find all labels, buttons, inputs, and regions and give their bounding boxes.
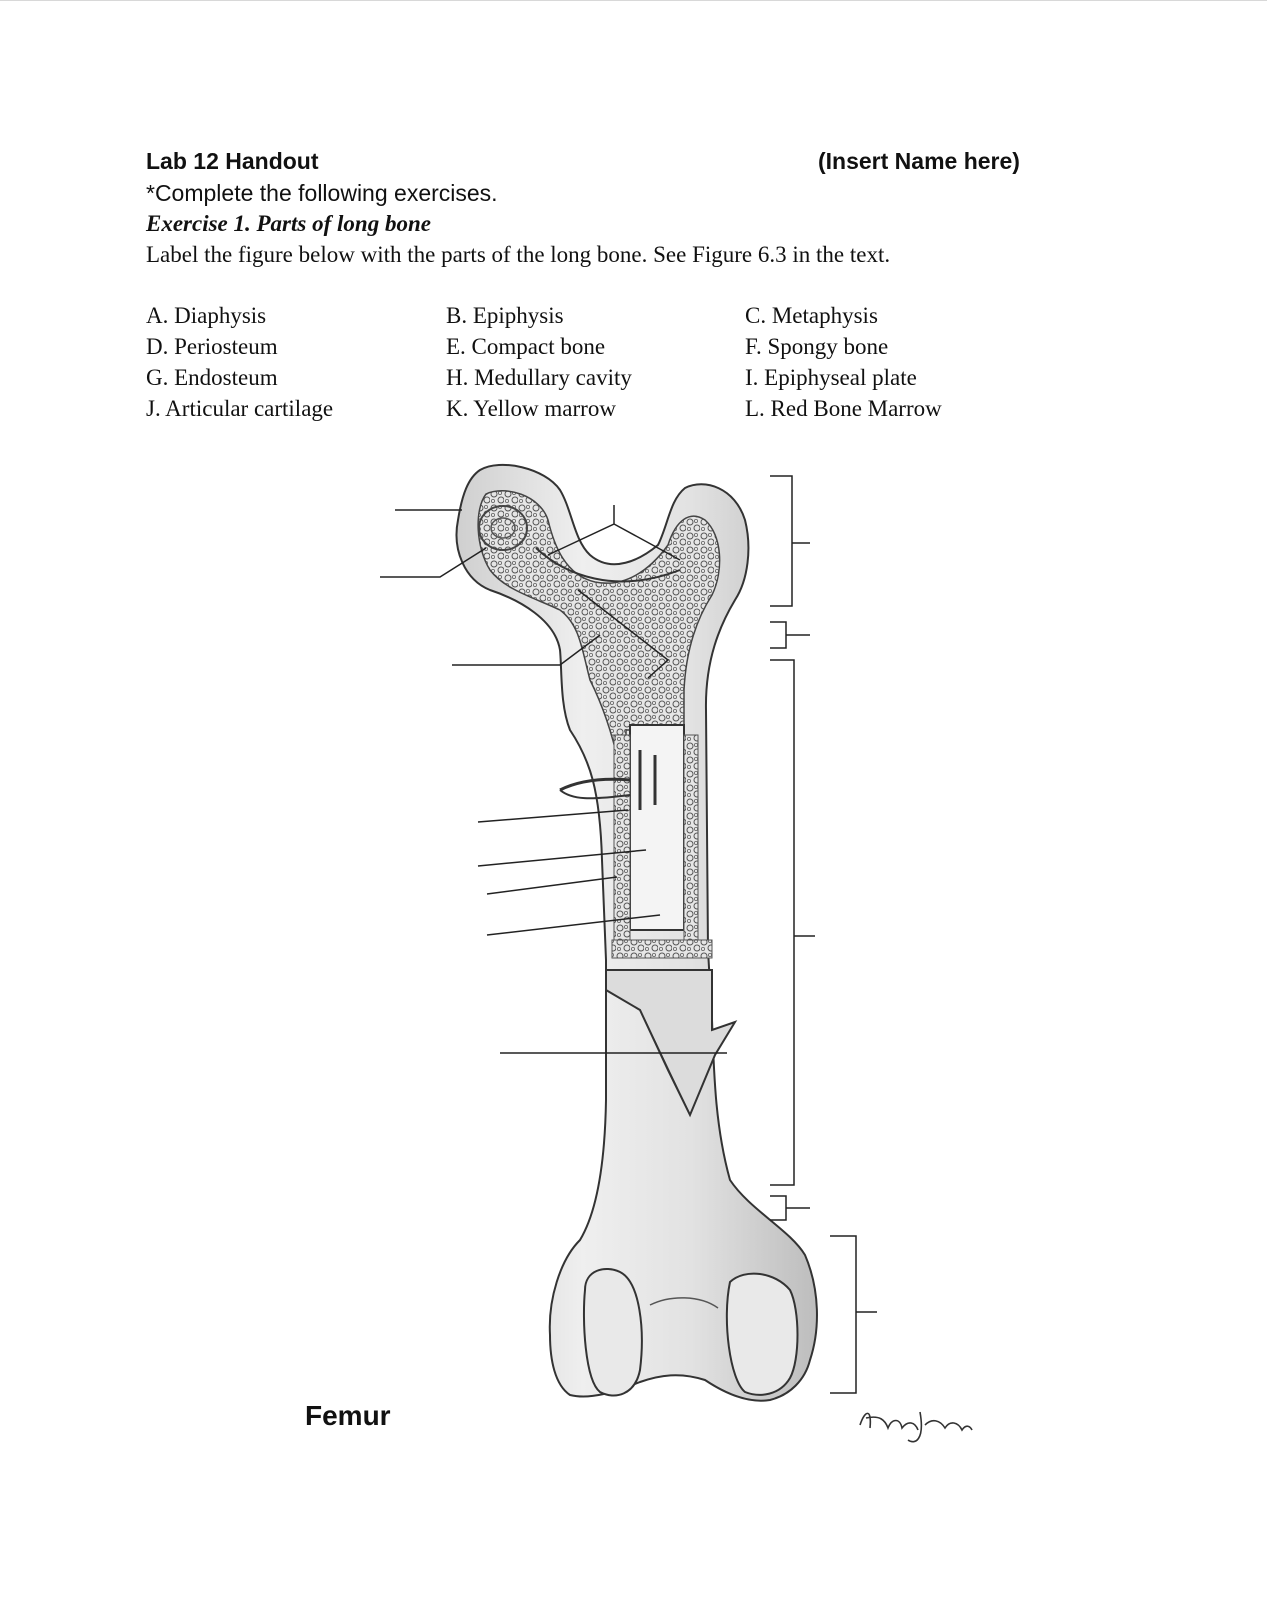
medullary-cavity bbox=[630, 725, 684, 930]
term-item: K. Yellow marrow bbox=[446, 396, 616, 421]
term-item: D. Periosteum bbox=[146, 334, 278, 359]
bracket-epiphysis-distal bbox=[830, 1236, 877, 1393]
exercise-instruction: Label the figure below with the parts of the long bone. See Figure 6.3 in the text. bbox=[146, 242, 891, 267]
term-item: J. Articular cartilage bbox=[146, 396, 334, 421]
bracket-metaphysis-proximal bbox=[770, 622, 810, 648]
instruction-text: *Complete the following exercises. bbox=[146, 180, 498, 206]
bracket-diaphysis bbox=[770, 660, 815, 1185]
spongy-lining bbox=[684, 735, 698, 945]
medial-condyle bbox=[727, 1274, 798, 1395]
term-item: G. Endosteum bbox=[146, 365, 278, 390]
term-item: H. Medullary cavity bbox=[446, 365, 632, 390]
term-item: I. Epiphyseal plate bbox=[745, 365, 917, 390]
exercise-title: Exercise 1. Parts of long bone bbox=[146, 211, 431, 236]
artist-signature bbox=[860, 1412, 972, 1442]
bracket-epiphysis-proximal bbox=[770, 476, 810, 606]
term-item: E. Compact bone bbox=[446, 334, 606, 359]
term-item: F. Spongy bone bbox=[745, 334, 889, 359]
handout-title: Lab 12 Handout bbox=[146, 148, 319, 174]
leader-line bbox=[487, 877, 617, 894]
student-name-field[interactable]: (Insert Name here) bbox=[818, 148, 1020, 174]
bracket-metaphysis-distal bbox=[770, 1196, 810, 1220]
term-item: B. Epiphysis bbox=[446, 303, 564, 328]
term-item: A. Diaphysis bbox=[146, 303, 267, 328]
lateral-condyle bbox=[584, 1269, 642, 1396]
term-item: C. Metaphysis bbox=[745, 303, 878, 328]
term-item: L. Red Bone Marrow bbox=[745, 396, 942, 421]
figure-caption: Femur bbox=[305, 1400, 391, 1431]
spongy-lining-bottom bbox=[612, 940, 712, 958]
spongy-lining bbox=[614, 735, 630, 945]
